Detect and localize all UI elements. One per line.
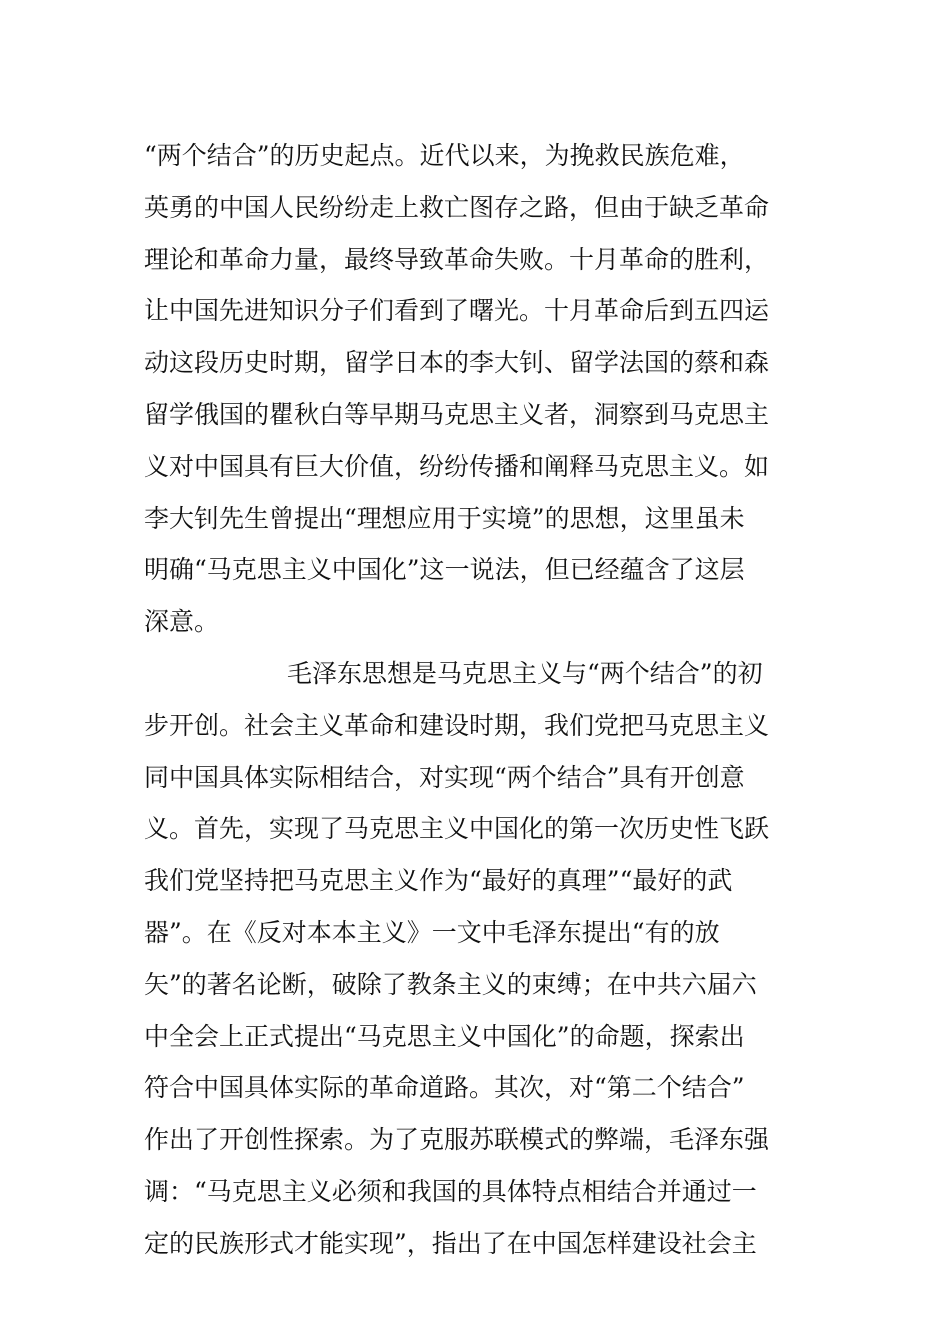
- text-line: 矢”的著名论断，破除了教条主义的束缚；在中共六届六: [144, 969, 757, 999]
- text-line: 义。首先，实现了马克思主义中国化的第一次历史性飞跃: [144, 814, 770, 844]
- paragraph-2: [144, 648, 824, 1270]
- text-line: 义对中国具有巨大价值，纷纷传播和阐释马克思主义。如: [144, 451, 770, 481]
- text-line: “两个结合”的历史起点。近代以来，为挽救民族危难，: [144, 141, 745, 170]
- text-line: 明确“马克思主义中国化”这一说法，但已经蕴含了这层: [144, 555, 745, 585]
- text-line: 让中国先进知识分子们看到了曙光。十月革命后到五四运: [144, 296, 770, 326]
- text-line: 留学俄国的瞿秋白等早期马克思主义者，洞察到马克思主: [144, 399, 770, 429]
- text-line: 英勇的中国人民纷纷走上救亡图存之路，但由于缺乏革命: [144, 192, 770, 222]
- text-line: 步开创。社会主义革命和建设时期，我们党把马克思主义: [144, 710, 770, 740]
- text-line: 深意。: [144, 607, 220, 637]
- text-line: 李大钊先生曾提出“理想应用于实境”的思想，这里虽未: [144, 503, 745, 533]
- text-line: 理论和革命力量，最终导致革命失败。十月革命的胜利，: [144, 244, 770, 274]
- text-line: 毛泽东思想是马克思主义与“两个结合”的初: [287, 658, 763, 688]
- paragraph-1: [144, 130, 824, 648]
- text-line: 符合中国具体实际的革命道路。其次，对“第二个结合”: [144, 1073, 745, 1103]
- text-line: 动这段历史时期，留学日本的李大钊、留学法国的蔡和森: [144, 348, 770, 378]
- text-line: 我们党坚持把马克思主义作为“最好的真理”“最好的武: [144, 866, 733, 896]
- text-line: 调：“马克思主义必须和我国的具体特点相结合并通过一: [144, 1176, 757, 1206]
- body-text: [144, 130, 824, 1270]
- text-line: 作出了开创性探索。为了克服苏联模式的弊端，毛泽东强: [144, 1125, 770, 1155]
- text-line: 器”。在《反对本本主义》一文中毛泽东提出“有的放: [144, 917, 720, 947]
- text-line: 定的民族形式才能实现”，指出了在中国怎样建设社会主: [144, 1228, 757, 1258]
- text-line: 中全会上正式提出“马克思主义中国化”的命题，探索出: [144, 1021, 745, 1051]
- text-line: 同中国具体实际相结合，对实现“两个结合”具有开创意: [144, 762, 745, 792]
